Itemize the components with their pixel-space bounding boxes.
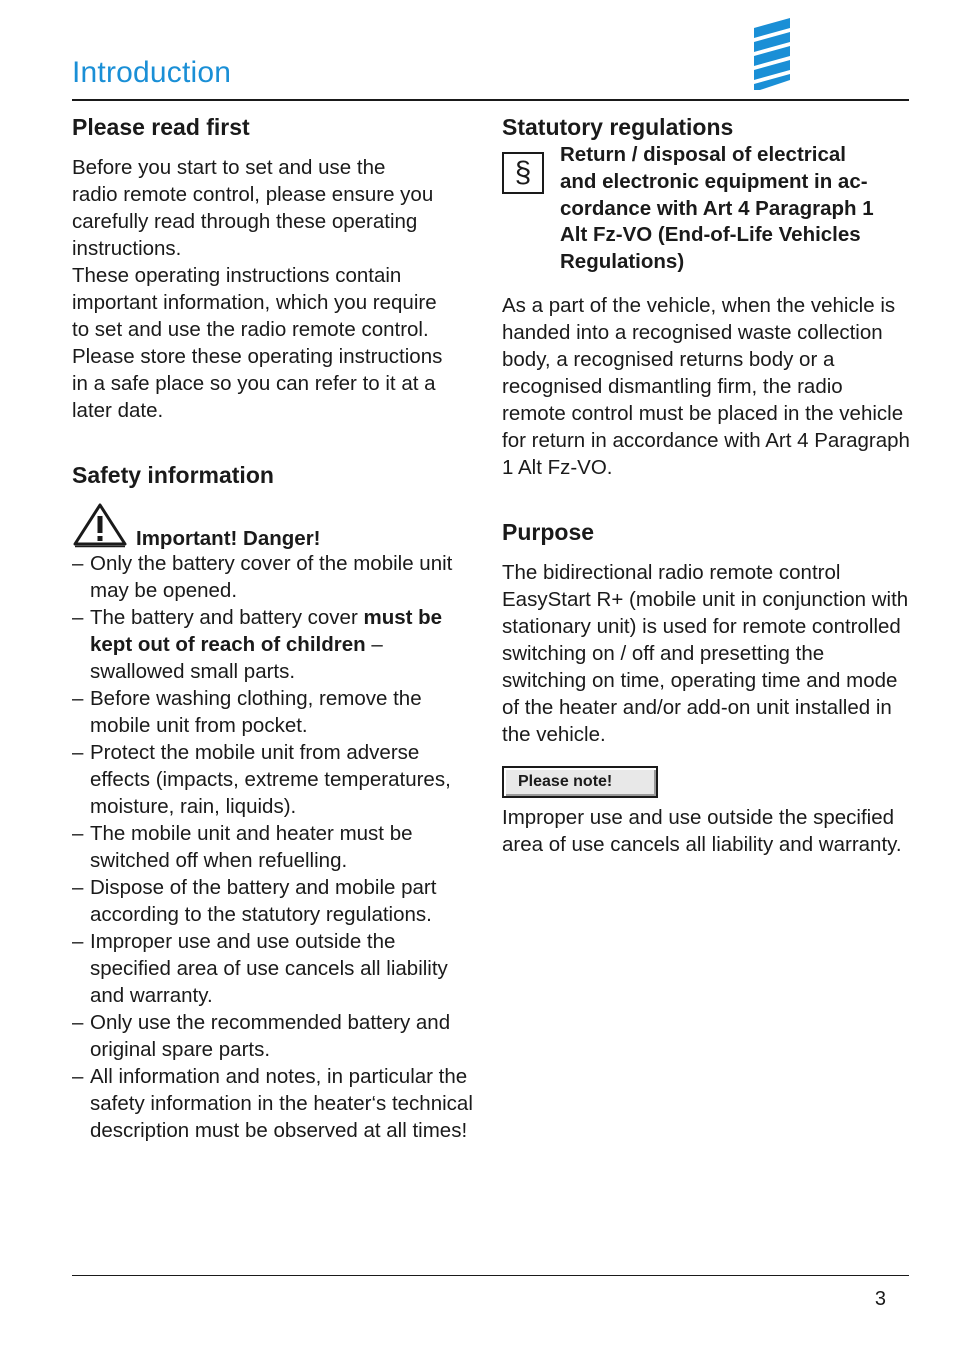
footer-rule (72, 1275, 909, 1276)
statutory-bold-text (560, 142, 874, 276)
safety-list-item: – Only the battery cover of the mobile unit may be opened. (72, 550, 482, 604)
left-column (72, 110, 482, 1144)
page-title: Introduction (72, 56, 232, 89)
safety-list-item: – The mobile unit and heater must be switched off when refuelling. (72, 820, 482, 874)
read-first-paragraph (72, 154, 482, 424)
safety-list-item: – Dispose of the battery and mobile part according to the statutory regulations. (72, 874, 482, 928)
read-first-line: carefully read through these operating (72, 210, 418, 233)
statutory-bold-line: Alt Fz-VO (End-of-Life Vehicles (560, 223, 861, 247)
statutory-bold-line: Return / disposal of electrical (560, 143, 846, 166)
read-first-line: Please store these operating instructions (72, 345, 443, 368)
statutory-bold-line: Regulations) (560, 250, 685, 274)
warning-title: Important! Danger! (136, 527, 321, 550)
read-first-line: These operating instructions contain (72, 264, 402, 287)
warning-row (72, 502, 482, 548)
safety-list-item: – Before washing clothing, remove the mobile unit from pocket. (72, 685, 482, 739)
right-column (502, 110, 912, 858)
purpose-paragraph: The bidirectional radio remote control EasyStart R+ (mobile unit in conjunction with stationary unit) is used for remote controlled switching on / off and presetting the switching on time, operating time and mode of the heater and/or add-on unit installed in the vehicle. (502, 560, 909, 746)
eberspaecher-logo-icon (750, 18, 794, 92)
warning-triangle-icon (72, 502, 128, 548)
page-number: 3 (874, 1288, 886, 1310)
statutory-bold-line: and electronic equipment in ac- (560, 169, 868, 193)
safety-heading: Safety information (72, 462, 274, 488)
please-note-badge: Please note! (502, 766, 658, 798)
read-first-line: in a safe place so you can refer to it at a (72, 372, 436, 395)
safety-list-item: – Improper use and use outside the specified area of use cancels all liability and warranty. (72, 928, 482, 1009)
safety-list-item: – The battery and battery cover must be kept out of reach of children – swallowed small parts. (72, 604, 482, 685)
read-first-line: radio remote control, please ensure you (72, 183, 434, 206)
safety-list-item: – Protect the mobile unit from adverse effects (impacts, extreme temperatures, moisture, rain, liquids). (72, 739, 482, 820)
safety-list (72, 550, 482, 1144)
safety-list-item: – All information and notes, in particular the safety information in the heater‘s technical description must be observed at all times! (72, 1063, 482, 1144)
read-first-line: important information, which you require (72, 291, 437, 314)
statutory-notice (502, 143, 912, 276)
purpose-heading: Purpose (502, 518, 595, 545)
statutory-bold-line: cordance with Art 4 Paragraph 1 (560, 196, 874, 220)
statutory-heading: Statutory regulations (502, 114, 734, 140)
header-rule (72, 99, 909, 101)
read-first-heading: Please read first (72, 114, 250, 140)
read-first-line: to set and use the radio remote control. (72, 318, 429, 341)
read-first-line: instructions. (72, 237, 182, 260)
safety-list-item: – Only use the recommended battery and original spare parts. (72, 1009, 482, 1063)
read-first-line: Before you start to set and use the (72, 156, 386, 179)
section-sign-icon: § (502, 152, 544, 194)
note-paragraph: Improper use and use outside the specified area of use cancels all liability and warranty. (502, 805, 902, 856)
read-first-line: later date. (72, 399, 164, 422)
statutory-paragraph: As a part of the vehicle, when the vehicle is handed into a recognised waste collection body, a recognised returns body or a recognised dismantling firm, the radio remote control must be placed in the vehicle for return in accordance with Art 4 Paragraph 1 Alt Fz-VO. (502, 293, 910, 479)
